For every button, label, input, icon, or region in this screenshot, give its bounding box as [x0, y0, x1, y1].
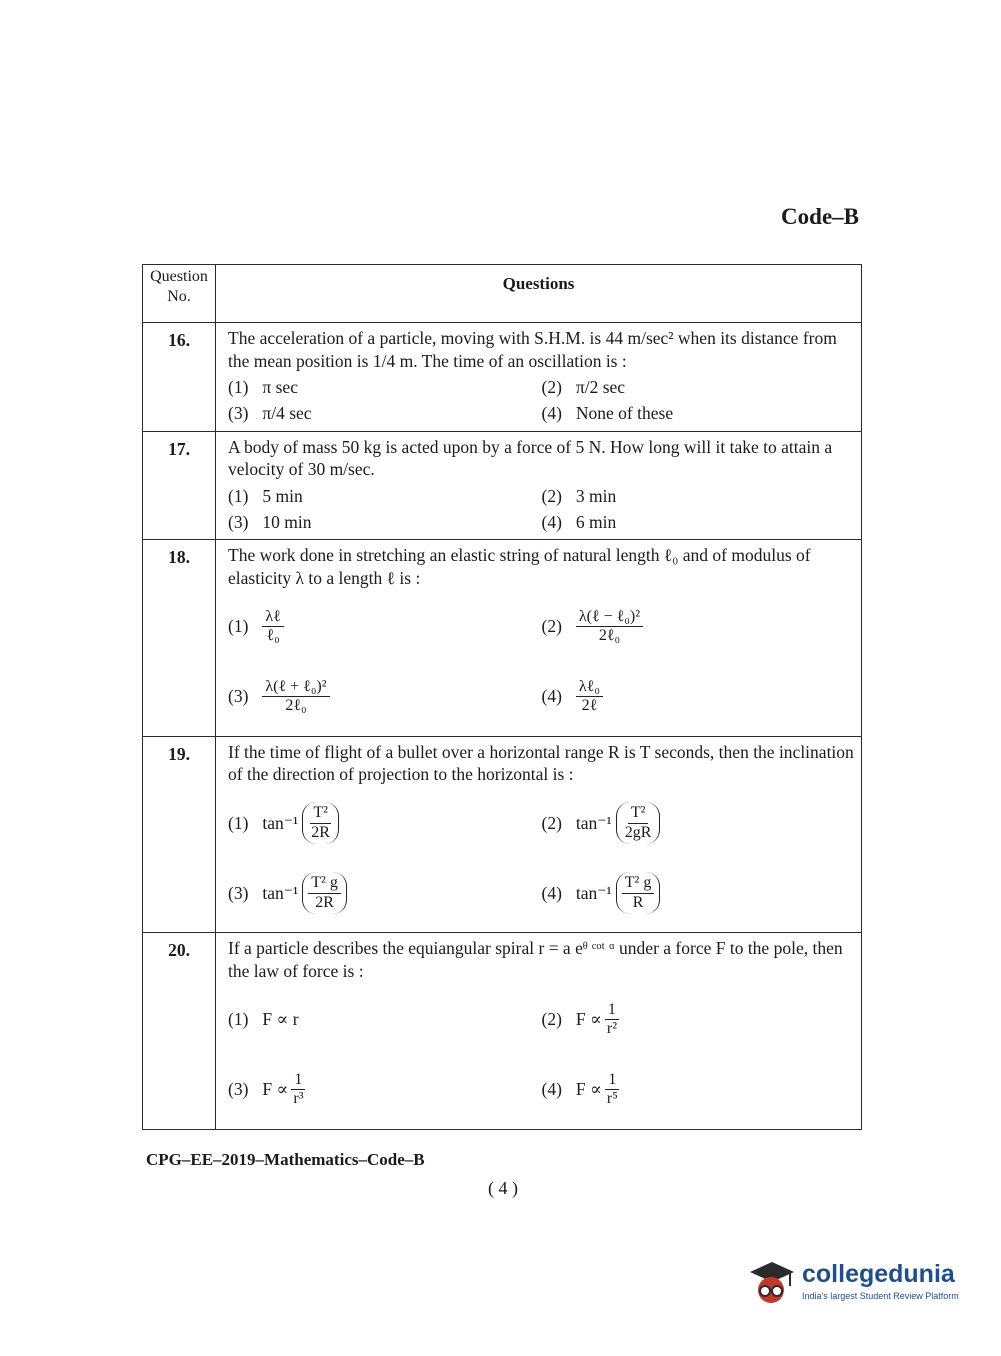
denominator: 2R: [311, 823, 330, 841]
option-text: None of these: [575, 403, 674, 424]
question-stem: If the time of flight of a bullet over a horizontal range R is T seconds, then the inclination of the direction of projection to the horizontal is :: [228, 741, 854, 785]
parentheses: [302, 872, 347, 914]
option: [542, 401, 856, 427]
denominator: 2gR: [624, 823, 652, 841]
fraction: [576, 608, 643, 646]
option-text: π sec: [262, 377, 298, 398]
question-stem: If a particle describes the equiangular spiral r = a eᶿ ᶜᵒᵗ ᵅ under a force F to the pole, then the law of force is :: [228, 938, 843, 981]
option-text: 10 min: [262, 511, 312, 532]
option: [542, 858, 856, 928]
question-row: [143, 540, 862, 737]
option-number: (4): [541, 686, 562, 707]
option: [542, 483, 856, 509]
option-number: (2): [541, 377, 562, 398]
code-label: Code–B: [781, 204, 859, 229]
collegedunia-logo: [746, 1256, 959, 1306]
option-number: (1): [228, 485, 249, 506]
options: [228, 592, 855, 732]
option-number: (1): [228, 1009, 249, 1030]
fraction: [308, 874, 341, 912]
numerator: 1: [605, 1071, 619, 1090]
question-row: [143, 323, 862, 432]
fraction: [622, 874, 655, 912]
option: [228, 1055, 542, 1125]
header-question-no: Question No.: [143, 265, 216, 323]
option-text: 6 min: [575, 511, 617, 532]
fraction: [308, 804, 333, 842]
option-text: 5 min: [262, 485, 303, 506]
option-number: (3): [228, 686, 249, 707]
denominator: 2ℓ₀: [598, 627, 621, 644]
page-number: ( 4 ): [488, 1178, 518, 1198]
fraction: [576, 678, 603, 716]
denominator: r³: [293, 1090, 304, 1107]
option-number: (2): [541, 812, 562, 833]
option: [542, 788, 856, 858]
option-number: (1): [228, 616, 249, 637]
numerator: λ(ℓ − ℓ₀)²: [576, 608, 643, 627]
parentheses: [616, 802, 661, 844]
option-number: (1): [228, 377, 249, 398]
question-number: 16.: [143, 323, 216, 432]
question-body: [216, 540, 862, 737]
option: [228, 662, 542, 732]
footer-paper-code: CPG–EE–2019–Mathematics–Code–B: [146, 1150, 425, 1169]
question-body: [216, 933, 862, 1130]
option: [228, 375, 542, 401]
option-number: (4): [541, 511, 562, 532]
function-name: tan⁻¹: [575, 812, 612, 833]
option: [228, 592, 542, 662]
option-text: F ∝ r: [262, 1009, 299, 1030]
question-stem: The work done in stretching an elastic string of natural length ℓ₀ and of modulus of elasticity λ to a length ℓ is :: [228, 545, 811, 588]
option-number: (2): [541, 1009, 562, 1030]
logo-name: collegedunia: [802, 1259, 955, 1288]
option-text: π/4 sec: [262, 403, 312, 424]
option: [542, 375, 856, 401]
option: [228, 509, 542, 535]
numerator: λ(ℓ + ℓ₀)²: [262, 678, 329, 697]
fraction: [262, 608, 283, 646]
option: [542, 662, 856, 732]
fraction: [622, 804, 655, 842]
option-text: π/2 sec: [575, 377, 626, 398]
questions-table: [142, 264, 862, 1130]
numerator: T²: [628, 804, 649, 823]
parentheses: [616, 872, 661, 914]
proportional-prefix: F ∝: [575, 1079, 602, 1100]
question-number: 17.: [143, 431, 216, 540]
proportional-prefix: F ∝: [575, 1009, 602, 1030]
header-questions: Questions: [216, 265, 862, 323]
question-body: [216, 431, 862, 540]
table-header-row: [143, 265, 862, 323]
question-number: 19.: [143, 736, 216, 933]
function-name: tan⁻¹: [575, 882, 612, 903]
fraction: [604, 1001, 620, 1039]
numerator: λℓ: [262, 608, 283, 627]
numerator: T² g: [308, 874, 341, 893]
option-number: (1): [228, 812, 249, 833]
option: [228, 985, 542, 1055]
question-row: [143, 736, 862, 933]
option: [542, 509, 856, 535]
option-number: (4): [541, 403, 562, 424]
question-stem: The acceleration of a particle, moving with S.H.M. is 44 m/sec² when its distance from the mean position is 1/4 m. The time of an oscillation is :: [228, 328, 837, 371]
option: [228, 788, 542, 858]
logo-text: [802, 1259, 959, 1301]
proportional-prefix: F ∝: [262, 1079, 289, 1100]
denominator: 2R: [315, 893, 334, 911]
question-row: [143, 933, 862, 1130]
question-body: [216, 736, 862, 933]
options: [228, 985, 855, 1125]
option: [228, 483, 542, 509]
denominator: r²: [606, 1020, 617, 1037]
question-row: [143, 431, 862, 540]
options: [228, 483, 855, 535]
option: [542, 985, 856, 1055]
option-number: (2): [541, 485, 562, 506]
fraction: [262, 678, 329, 716]
question-stem: A body of mass 50 kg is acted upon by a force of 5 N. How long will it take to attain a velocity of 30 m/sec.: [228, 436, 833, 480]
option-number: (3): [228, 1079, 249, 1100]
denominator: R: [632, 893, 644, 911]
option-number: (3): [228, 403, 249, 424]
denominator: r⁵: [606, 1090, 618, 1107]
function-name: tan⁻¹: [262, 812, 299, 833]
numerator: 1: [605, 1001, 619, 1020]
options: [228, 788, 855, 928]
question-body: [216, 323, 862, 432]
option: [542, 1055, 856, 1125]
function-name: tan⁻¹: [262, 882, 299, 903]
option-number: (4): [541, 882, 562, 903]
numerator: 1: [291, 1071, 305, 1090]
logo-tagline: India's largest Student Review Platform: [802, 1290, 959, 1301]
fraction: [604, 1071, 621, 1109]
option-number: (4): [541, 1079, 562, 1100]
option-number: (2): [541, 616, 562, 637]
option-number: (3): [228, 882, 249, 903]
options: [228, 375, 855, 427]
parentheses: [302, 802, 339, 844]
denominator: 2ℓ₀: [285, 697, 307, 714]
denominator: ℓ₀: [266, 627, 280, 644]
option: [542, 592, 856, 662]
option: [228, 858, 542, 928]
option-text: 3 min: [575, 485, 617, 506]
numerator: T² g: [622, 874, 655, 893]
numerator: λℓ₀: [576, 678, 603, 697]
fraction: [290, 1071, 306, 1109]
graduation-cap-icon: [746, 1256, 796, 1306]
denominator: 2ℓ: [581, 697, 598, 714]
option-number: (3): [228, 511, 249, 532]
option: [228, 401, 542, 427]
question-number: 18.: [143, 540, 216, 737]
numerator: T²: [310, 804, 331, 823]
question-number: 20.: [143, 933, 216, 1130]
